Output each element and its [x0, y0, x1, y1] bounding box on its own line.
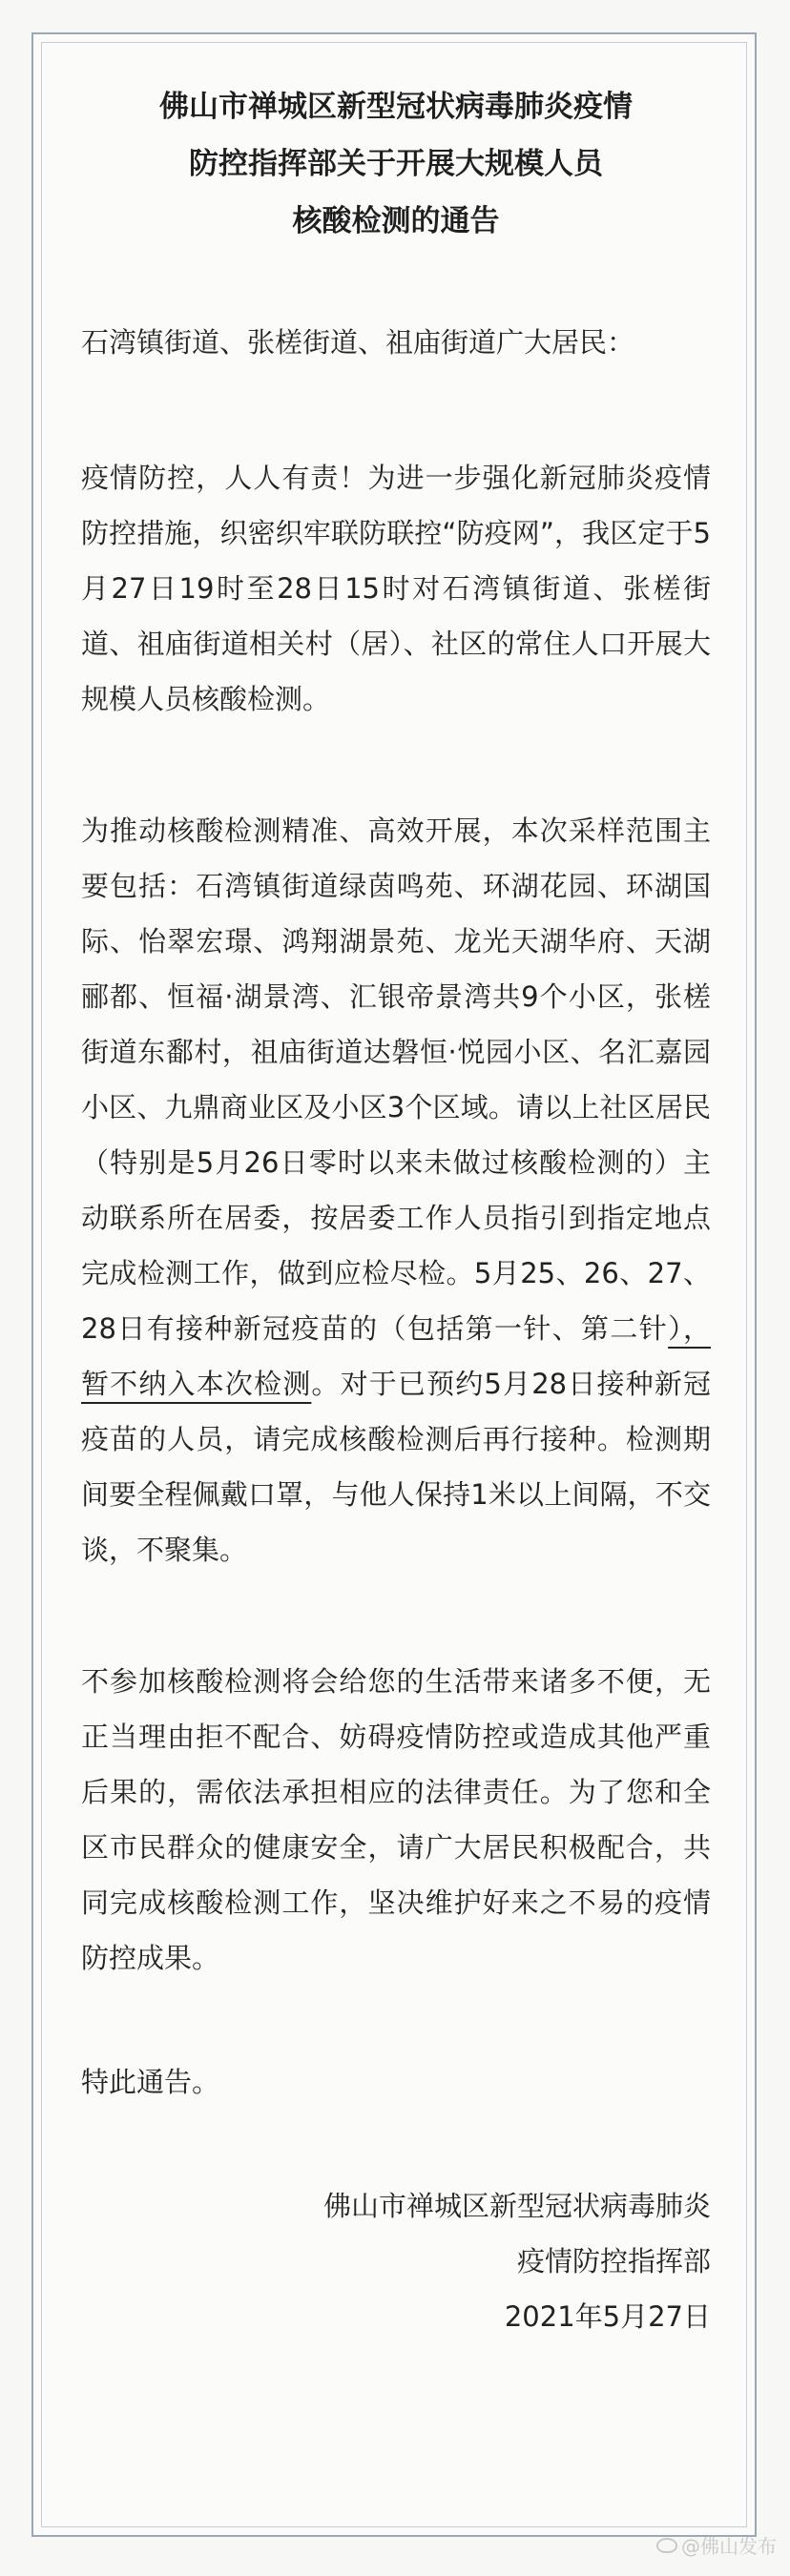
- signature-org-line-2: 疫情防控指挥部: [516, 2245, 711, 2277]
- watermark-text: @佛山发布: [681, 2535, 777, 2558]
- notice-frame: [31, 32, 757, 2537]
- title-line-3: 核酸检测的通告: [292, 204, 500, 238]
- notice-content: [81, 78, 711, 2344]
- signature-date: 2021年5月27日: [504, 2300, 711, 2333]
- signature-org-line-1: 佛山市禅城区新型冠状病毒肺炎: [322, 2190, 711, 2222]
- paragraph-2-underlined: ），暂不纳入本次检测: [81, 1312, 711, 1400]
- paragraph-2: [81, 803, 711, 1577]
- paragraph-2-text-a: 为推动核酸检测精准、高效开展，本次采样范围主要包括：石湾镇街道绿茵鸣苑、环湖花园、环湖国际、怡翠宏璟、鸿翔湖景苑、龙光天湖华府、天湖郦都、恒福·湖景湾、汇银帝景湾共9个小区，张槎街道东鄱村，祖庙街道达磐恒·悦园小区、名汇嘉园小区、九鼎商业区及小区3个区域。请以上社区居民（特别是5月26日零时以来未做过核酸检测的）主动联系所在居委，按居委工作人员指引到指定地点完成检测工作，做到应检尽检。5月25、26、27、28日有接种新冠疫苗的（包括第一针、第二针: [81, 814, 711, 1345]
- title-line-1: 佛山市禅城区新型冠状病毒肺炎疫情: [159, 90, 633, 124]
- signature-block: [81, 2178, 711, 2344]
- paragraph-1: 疫情防控，人人有责！为进一步强化新冠肺炎疫情防控措施，织密织牢联防联控“防疫网”，我区定于5月27日19时至28日15时对石湾镇街道、张槎街道、祖庙街道相关村（居）、社区的常住人口开展大规模人员核酸检测。: [81, 462, 711, 715]
- closing-line: 特此通告。: [81, 2066, 220, 2098]
- watermark: [656, 2531, 777, 2559]
- weibo-icon: [656, 2538, 677, 2553]
- paragraph-2-text-b: 。对于已预约5月28日接种新冠疫苗的人员，请完成核酸检测后再行接种。检测期间要全程佩戴口罩，与他人保持1米以上间隔，不交谈，不聚集。: [81, 1368, 711, 1566]
- notice-title: [81, 78, 711, 250]
- title-line-2: 防控指挥部关于开展大规模人员: [189, 147, 603, 181]
- salutation: 石湾镇街道、张槎街道、祖庙街道广大居民：: [81, 326, 635, 359]
- paragraph-3: 不参加核酸检测将会给您的生活带来诸多不便，无正当理由拒不配合、妨碍疫情防控或造成其他严重后果的，需依法承担相应的法律责任。为了您和全区市民群众的健康安全，请广大居民积极配合，共同完成核酸检测工作，坚决维护好来之不易的疫情防控成果。: [81, 1665, 711, 1974]
